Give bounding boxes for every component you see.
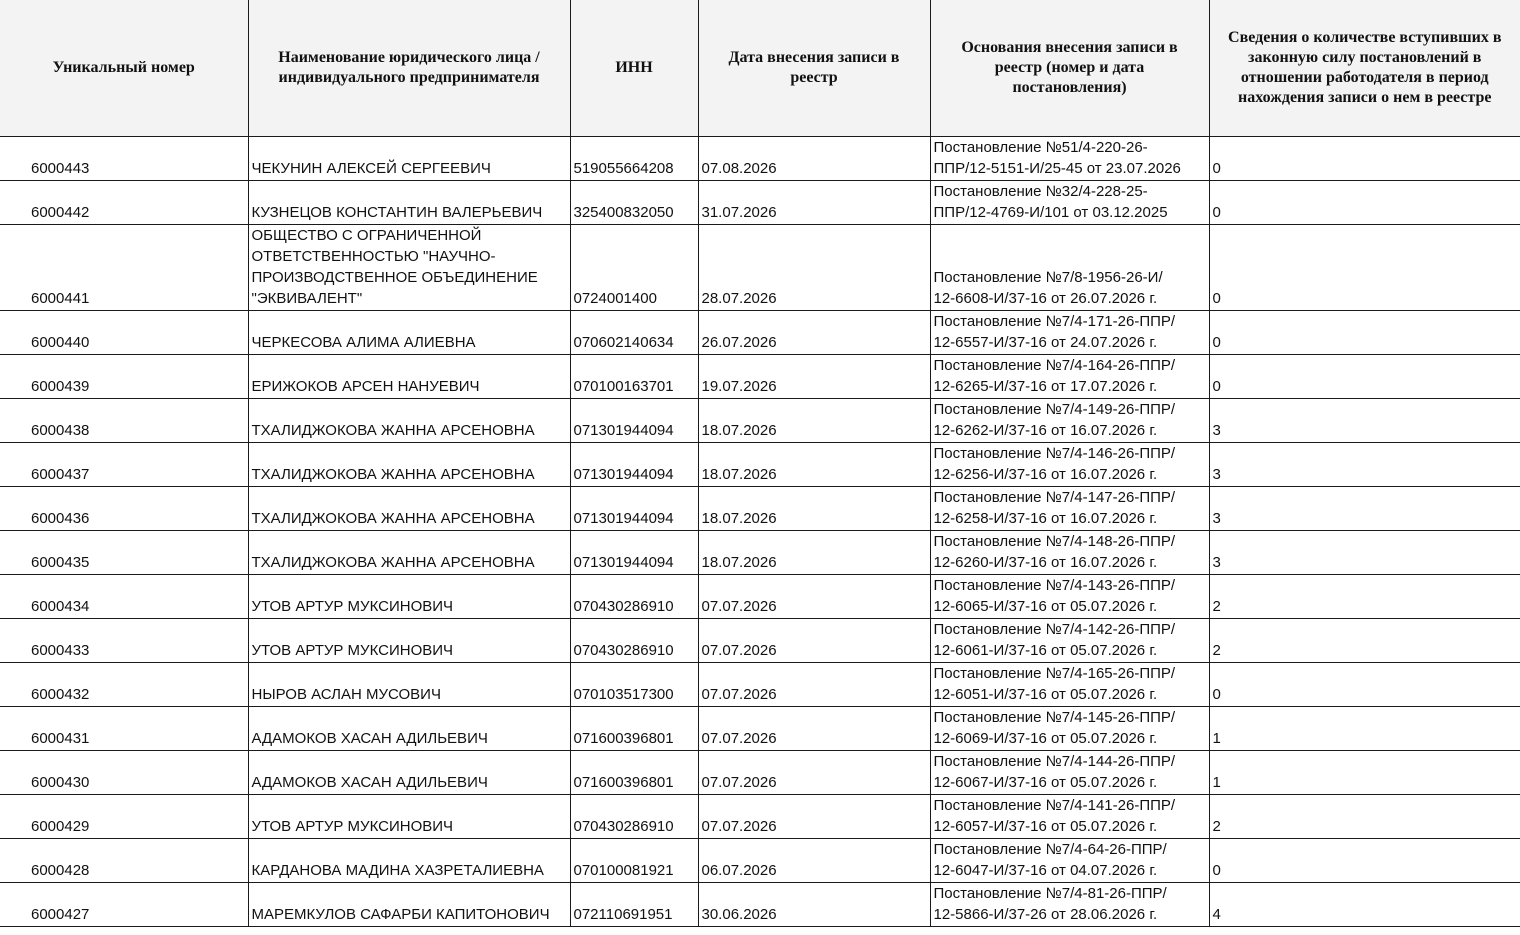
cell-basis: Постановление №7/4-146-26-ППР/ 12-6256-И/37-16 от 16.07.2026 г. (930, 442, 1209, 486)
table-row (0, 574, 1520, 618)
cell-unique-number: 6000428 (0, 838, 248, 882)
cell-name: ТХАЛИДЖОКОВА ЖАННА АРСЕНОВНА (248, 398, 570, 442)
cell-unique-number: 6000441 (0, 224, 248, 310)
cell-entry-date: 07.07.2026 (698, 618, 930, 662)
table-header (0, 0, 1520, 136)
table-row (0, 530, 1520, 574)
cell-count: 4 (1209, 882, 1520, 926)
cell-name: ТХАЛИДЖОКОВА ЖАННА АРСЕНОВНА (248, 486, 570, 530)
table-row (0, 180, 1520, 224)
cell-entry-date: 07.07.2026 (698, 706, 930, 750)
cell-unique-number: 6000437 (0, 442, 248, 486)
cell-name: КАРДАНОВА МАДИНА ХАЗРЕТАЛИЕВНА (248, 838, 570, 882)
cell-inn: 071301944094 (570, 398, 698, 442)
cell-name: УТОВ АРТУР МУКСИНОВИЧ (248, 574, 570, 618)
cell-inn: 519055664208 (570, 136, 698, 180)
cell-name: ОБЩЕСТВО С ОГРАНИЧЕННОЙ ОТВЕТСТВЕННОСТЬЮ "НАУЧНО- ПРОИЗВОДСТВЕННОЕ ОБЪЕДИНЕНИЕ "ЭКВИВАЛЕНТ" (248, 224, 570, 310)
cell-count: 0 (1209, 354, 1520, 398)
cell-entry-date: 07.07.2026 (698, 794, 930, 838)
cell-count: 0 (1209, 180, 1520, 224)
cell-basis: Постановление №7/4-147-26-ППР/ 12-6258-И/37-16 от 16.07.2026 г. (930, 486, 1209, 530)
cell-basis: Постановление №7/4-81-26-ППР/ 12-5866-И/37-26 от 28.06.2026 г. (930, 882, 1209, 926)
cell-unique-number: 6000443 (0, 136, 248, 180)
table-row (0, 618, 1520, 662)
table-row (0, 224, 1520, 310)
cell-inn: 070430286910 (570, 618, 698, 662)
cell-basis: Постановление №7/4-164-26-ППР/ 12-6265-И/37-16 от 17.07.2026 г. (930, 354, 1209, 398)
cell-count: 2 (1209, 574, 1520, 618)
table-row (0, 794, 1520, 838)
cell-inn: 071301944094 (570, 530, 698, 574)
cell-unique-number: 6000427 (0, 882, 248, 926)
cell-unique-number: 6000438 (0, 398, 248, 442)
cell-entry-date: 18.07.2026 (698, 442, 930, 486)
table-row (0, 486, 1520, 530)
cell-count: 0 (1209, 662, 1520, 706)
cell-count: 0 (1209, 310, 1520, 354)
cell-entry-date: 07.08.2026 (698, 136, 930, 180)
cell-basis: Постановление №7/4-165-26-ППР/ 12-6051-И/37-16 от 05.07.2026 г. (930, 662, 1209, 706)
cell-basis: Постановление №7/4-148-26-ППР/ 12-6260-И/37-16 от 16.07.2026 г. (930, 530, 1209, 574)
table-row (0, 662, 1520, 706)
cell-inn: 325400832050 (570, 180, 698, 224)
table-row (0, 398, 1520, 442)
cell-entry-date: 26.07.2026 (698, 310, 930, 354)
cell-unique-number: 6000439 (0, 354, 248, 398)
cell-count: 2 (1209, 794, 1520, 838)
cell-unique-number: 6000430 (0, 750, 248, 794)
cell-unique-number: 6000442 (0, 180, 248, 224)
cell-unique-number: 6000432 (0, 662, 248, 706)
header-unique-number: Уникальный номер (0, 0, 248, 136)
table-row (0, 750, 1520, 794)
header-row (0, 0, 1520, 136)
table-row (0, 838, 1520, 882)
cell-count: 1 (1209, 750, 1520, 794)
cell-inn: 071600396801 (570, 706, 698, 750)
cell-entry-date: 18.07.2026 (698, 486, 930, 530)
cell-inn: 070100081921 (570, 838, 698, 882)
table-row (0, 310, 1520, 354)
cell-count: 0 (1209, 224, 1520, 310)
cell-inn: 070602140634 (570, 310, 698, 354)
cell-entry-date: 28.07.2026 (698, 224, 930, 310)
cell-inn: 071301944094 (570, 486, 698, 530)
cell-unique-number: 6000431 (0, 706, 248, 750)
cell-count: 0 (1209, 136, 1520, 180)
cell-entry-date: 07.07.2026 (698, 662, 930, 706)
cell-unique-number: 6000434 (0, 574, 248, 618)
cell-name: ТХАЛИДЖОКОВА ЖАННА АРСЕНОВНА (248, 530, 570, 574)
cell-name: УТОВ АРТУР МУКСИНОВИЧ (248, 794, 570, 838)
cell-unique-number: 6000429 (0, 794, 248, 838)
table-row (0, 442, 1520, 486)
cell-inn: 0724001400 (570, 224, 698, 310)
cell-entry-date: 18.07.2026 (698, 398, 930, 442)
cell-unique-number: 6000433 (0, 618, 248, 662)
cell-name: ЕРИЖОКОВ АРСЕН НАНУЕВИЧ (248, 354, 570, 398)
cell-inn: 070430286910 (570, 574, 698, 618)
cell-unique-number: 6000435 (0, 530, 248, 574)
cell-name: ЧЕКУНИН АЛЕКСЕЙ СЕРГЕЕВИЧ (248, 136, 570, 180)
cell-basis: Постановление №7/4-142-26-ППР/ 12-6061-И/37-16 от 05.07.2026 г. (930, 618, 1209, 662)
table-row (0, 354, 1520, 398)
header-count: Сведения о количестве вступивших в законную силу постановлений в отношении работодателя в период нахождения записи о нем в реестре (1209, 0, 1520, 136)
header-entry-date: Дата внесения записи в реестр (698, 0, 930, 136)
table-row (0, 136, 1520, 180)
cell-unique-number: 6000436 (0, 486, 248, 530)
cell-basis: Постановление №32/4-228-25- ППР/12-4769-И/101 от 03.12.2025 (930, 180, 1209, 224)
table-row (0, 882, 1520, 926)
cell-count: 2 (1209, 618, 1520, 662)
cell-inn: 070100163701 (570, 354, 698, 398)
cell-name: АДАМОКОВ ХАСАН АДИЛЬЕВИЧ (248, 706, 570, 750)
cell-name: УТОВ АРТУР МУКСИНОВИЧ (248, 618, 570, 662)
cell-basis: Постановление №7/4-143-26-ППР/ 12-6065-И/37-16 от 05.07.2026 г. (930, 574, 1209, 618)
cell-entry-date: 07.07.2026 (698, 574, 930, 618)
header-inn: ИНН (570, 0, 698, 136)
cell-entry-date: 30.06.2026 (698, 882, 930, 926)
cell-name: МАРЕМКУЛОВ САФАРБИ КАПИТОНОВИЧ (248, 882, 570, 926)
cell-entry-date: 19.07.2026 (698, 354, 930, 398)
cell-name: ТХАЛИДЖОКОВА ЖАННА АРСЕНОВНА (248, 442, 570, 486)
cell-basis: Постановление №7/4-149-26-ППР/ 12-6262-И/37-16 от 16.07.2026 г. (930, 398, 1209, 442)
cell-count: 1 (1209, 706, 1520, 750)
cell-basis: Постановление №7/4-145-26-ППР/ 12-6069-И/37-16 от 05.07.2026 г. (930, 706, 1209, 750)
cell-inn: 072110691951 (570, 882, 698, 926)
cell-entry-date: 07.07.2026 (698, 750, 930, 794)
cell-count: 3 (1209, 442, 1520, 486)
cell-entry-date: 06.07.2026 (698, 838, 930, 882)
cell-count: 0 (1209, 838, 1520, 882)
cell-name: ЧЕРКЕСОВА АЛИМА АЛИЕВНА (248, 310, 570, 354)
cell-inn: 071301944094 (570, 442, 698, 486)
cell-basis: Постановление №7/4-64-26-ППР/ 12-6047-И/37-16 от 04.07.2026 г. (930, 838, 1209, 882)
cell-count: 3 (1209, 398, 1520, 442)
cell-basis: Постановление №7/8-1956-26-И/ 12-6608-И/37-16 от 26.07.2026 г. (930, 224, 1209, 310)
cell-count: 3 (1209, 530, 1520, 574)
cell-inn: 071600396801 (570, 750, 698, 794)
header-name: Наименование юридического лица / индивидуального предпринимателя (248, 0, 570, 136)
cell-inn: 070103517300 (570, 662, 698, 706)
header-basis: Основания внесения записи в реестр (номер и дата постановления) (930, 0, 1209, 136)
cell-entry-date: 31.07.2026 (698, 180, 930, 224)
table-row (0, 706, 1520, 750)
cell-unique-number: 6000440 (0, 310, 248, 354)
cell-basis: Постановление №7/4-171-26-ППР/ 12-6557-И/37-16 от 24.07.2026 г. (930, 310, 1209, 354)
cell-basis: Постановление №7/4-141-26-ППР/ 12-6057-И/37-16 от 05.07.2026 г. (930, 794, 1209, 838)
cell-basis: Постановление №7/4-144-26-ППР/ 12-6067-И/37-16 от 05.07.2026 г. (930, 750, 1209, 794)
cell-count: 3 (1209, 486, 1520, 530)
cell-entry-date: 18.07.2026 (698, 530, 930, 574)
cell-basis: Постановление №51/4-220-26- ППР/12-5151-И/25-45 от 23.07.2026 (930, 136, 1209, 180)
cell-name: КУЗНЕЦОВ КОНСТАНТИН ВАЛЕРЬЕВИЧ (248, 180, 570, 224)
table-body (0, 136, 1520, 926)
cell-name: НЫРОВ АСЛАН МУСОВИЧ (248, 662, 570, 706)
cell-inn: 070430286910 (570, 794, 698, 838)
cell-name: АДАМОКОВ ХАСАН АДИЛЬЕВИЧ (248, 750, 570, 794)
